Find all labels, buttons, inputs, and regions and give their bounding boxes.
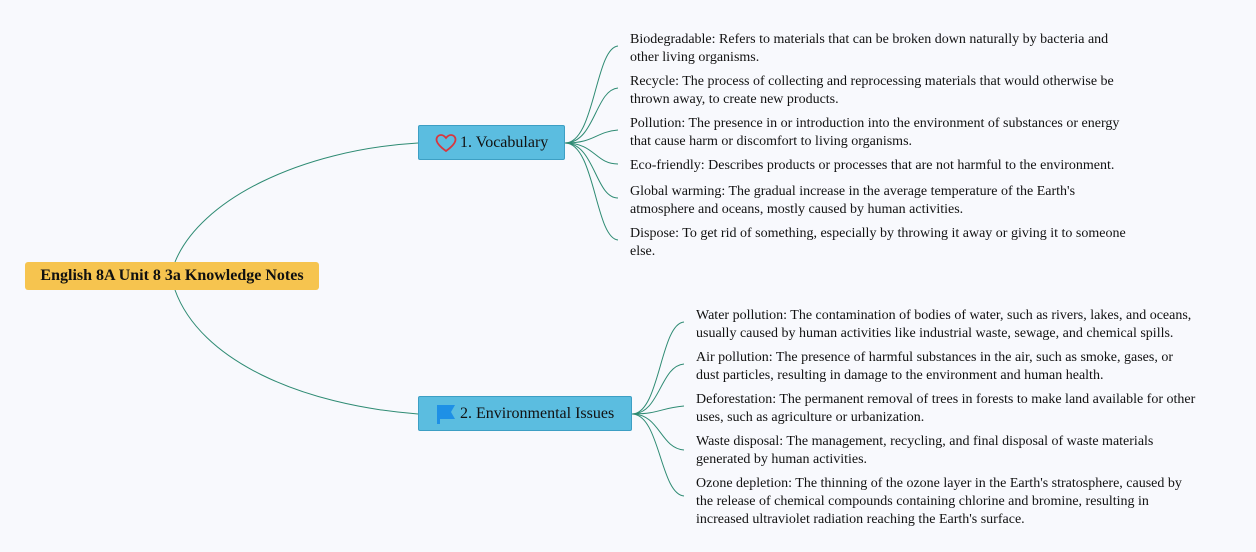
issue-item-air-pollution[interactable]: Air pollution: The presence of harmful substances in the air, such as smoke, gases, or dust particles, resulting in damage to the environment and human health. xyxy=(696,350,1174,383)
issue-item-deforestation[interactable]: Deforestation: The permanent removal of trees in forests to make land available for other uses, such as agriculture or urbanization. xyxy=(696,392,1196,425)
heart-icon xyxy=(435,132,457,154)
root-topic-label: English 8A Unit 8 3a Knowledge Notes xyxy=(40,267,304,284)
flag-icon xyxy=(435,403,457,425)
root-topic[interactable] xyxy=(25,262,319,290)
vocab-item-biodegradable[interactable]: Biodegradable: Refers to materials that can be broken down naturally by bacteria and other living organisms. xyxy=(630,32,1109,65)
connector-b1-leaf-2 xyxy=(565,88,618,143)
issue-item-water-pollution[interactable]: Water pollution: The contamination of bodies of water, such as rivers, lakes, and oceans, usually caused by human activities like industrial waste, sewage, and chemical spills. xyxy=(696,308,1192,341)
vocab-item-pollution[interactable]: Pollution: The presence in or introduction into the environment of substances or energy that cause harm or discomfort to living organisms. xyxy=(630,116,1120,149)
connector-b2-leaf-4 xyxy=(632,414,684,450)
branch-vocabulary[interactable] xyxy=(418,125,565,160)
connector-b2-leaf-5 xyxy=(632,414,684,496)
branch-environmental-issues[interactable] xyxy=(418,396,632,431)
issue-item-waste-disposal[interactable]: Waste disposal: The management, recycling, and final disposal of waste materials generated by human activities. xyxy=(696,434,1154,467)
vocab-item-eco-friendly[interactable]: Eco-friendly: Describes products or processes that are not harmful to the environment. xyxy=(630,158,1115,173)
vocab-item-global-warming[interactable]: Global warming: The gradual increase in the average temperature of the Earth's atmosphere and oceans, mostly caused by human activities. xyxy=(630,184,1076,217)
connector-root-branch-2 xyxy=(175,290,418,414)
vocab-item-dispose[interactable]: Dispose: To get rid of something, especially by throwing it away or giving it to someone else. xyxy=(630,226,1126,259)
connector-root-branch-1 xyxy=(175,143,418,262)
branch-environmental-issues-label: 2. Environmental Issues xyxy=(460,404,615,422)
branch-vocabulary-label: 1. Vocabulary xyxy=(460,133,549,151)
connector-b2-leaf-1 xyxy=(632,322,684,414)
vocab-item-recycle[interactable]: Recycle: The process of collecting and reprocessing materials that would otherwise be thrown away, to create new products. xyxy=(630,74,1114,107)
connector-b1-leaf-1 xyxy=(565,46,618,143)
connector-b1-leaf-6 xyxy=(565,143,618,240)
issue-item-ozone-depletion[interactable]: Ozone depletion: The thinning of the ozone layer in the Earth's stratosphere, caused by the release of chemical compounds containing chlorine and bromine, resulting in increased ultraviolet radiation reaching the Earth's surface. xyxy=(696,476,1182,527)
